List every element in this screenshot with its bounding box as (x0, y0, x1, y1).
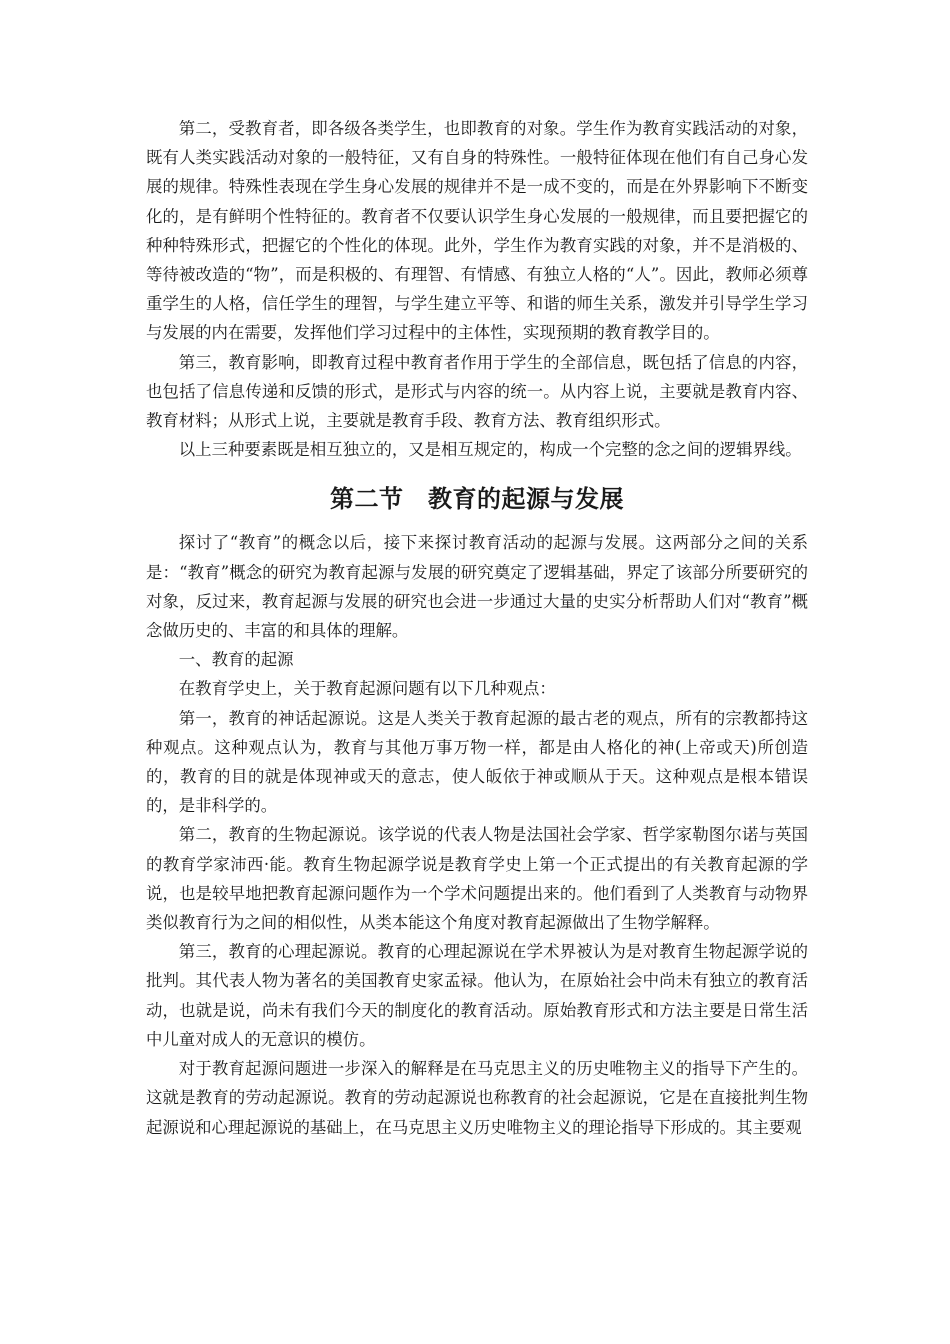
paragraph-labor-origin: 对于教育起源问题进一步深入的解释是在马克思主义的历史唯物主义的指导下产生的。这就是教育的劳动起源说。教育的劳动起源说也称教育的社会起源说，它是在直接批判生物起源说和心理起源说的基础上，在马克思主义历史唯物主义的理论指导下形成的。其主要观 (146, 1059, 808, 1137)
paragraph-learners: 第二，受教育者，即各级各类学生，也即教育的对象。学生作为教育实践活动的对象，既有人类实践活动对象的一般特征，又有自身的特殊性。一般特征体现在他们有自己身心发展的规律。特殊性表现在学生身心发展的规律并不是一成不变的，而是在外界影响下不断变化的，是有鲜明个性特征的。教育者不仅要认识学生身心发展的一般规律，而且要把握它的种种特殊形式，把握它的个性化的体现。此外，学生作为教育实践的对象，并不是消极的、等待被改造的“物”，而是积极的、有理智、有情感、有独立人格的“人”。因此，教师必须尊重学生的人格，信任学生的理智，与学生建立平等、和谐的师生关系，激发并引导学生学习与发展的内在需要，发挥他们学习过程中的主体性，实现预期的教育教学目的。 (146, 119, 808, 343)
paragraph-intro: 探讨了“教育”的概念以后，接下来探讨教育活动的起源与发展。这两部分之间的关系是：“教育”概念的研究为教育起源与发展的研究奠定了逻辑基础，界定了该部分所要研究的对象，反过来，教育起源与发展的研究也会进一步通过大量的史实分析帮助人们对“教育”概念做历史的、丰富的和具体的理解。 (146, 533, 808, 641)
paragraph-educational-influence: 第三，教育影响，即教育过程中教育者作用于学生的全部信息，既包括了信息的内容，也包括了信息传递和反馈的形式，是形式与内容的统一。从内容上说，主要就是教育内容、教育材料；从形式上说，主要就是教育手段、教育方法、教育组织形式。 (146, 352, 808, 431)
subheading-origin: 一、教育的起源 (178, 650, 294, 670)
paragraph-psychological-origin: 第三，教育的心理起源说。教育的心理起源说在学术界被认为是对教育生物起源学说的批判。其代表人物为著名的美国教育史家孟禄。他认为，在原始社会中尚未有独立的教育活动，也就是说，尚未有我们今天的制度化的教育活动。原始教育形式和方法主要是日常生活中儿童对成人的无意识的模仿。 (146, 942, 808, 1049)
lead-line: 在教育学史上，关于教育起源问题有以下几种观点： (178, 679, 556, 699)
paragraph-three-elements: 以上三种要素既是相互独立的，又是相互规定的，构成一个完整的念之间的逻辑界线。 (178, 440, 802, 460)
section-heading: 第二节 教育的起源与发展 (330, 484, 624, 514)
paragraph-myth-origin: 第一，教育的神话起源说。这是人类关于教育起源的最古老的观点，所有的宗教都持这种观点。这种观点认为，教育与其他万事万物一样，都是由人格化的神(上帝或天)所创造的，教育的目的就是体现神或天的意志，使人皈依于神或顺从于天。这种观点是根本错误的，是非科学的。 (146, 708, 808, 816)
document-page (146, 114, 808, 1142)
paragraph-biological-origin: 第二，教育的生物起源说。该学说的代表人物是法国社会学家、哲学家勒图尔诺与英国的教育学家沛西·能。教育生物起源学说是教育学史上第一个正式提出的有关教育起源的学说，也是较早地把教育起源问题作为一个学术问题提出来的。他们看到了人类教育与动物界类似教育行为之间的相似性，从类本能这个角度对教育起源做出了生物学解释。 (146, 825, 808, 933)
